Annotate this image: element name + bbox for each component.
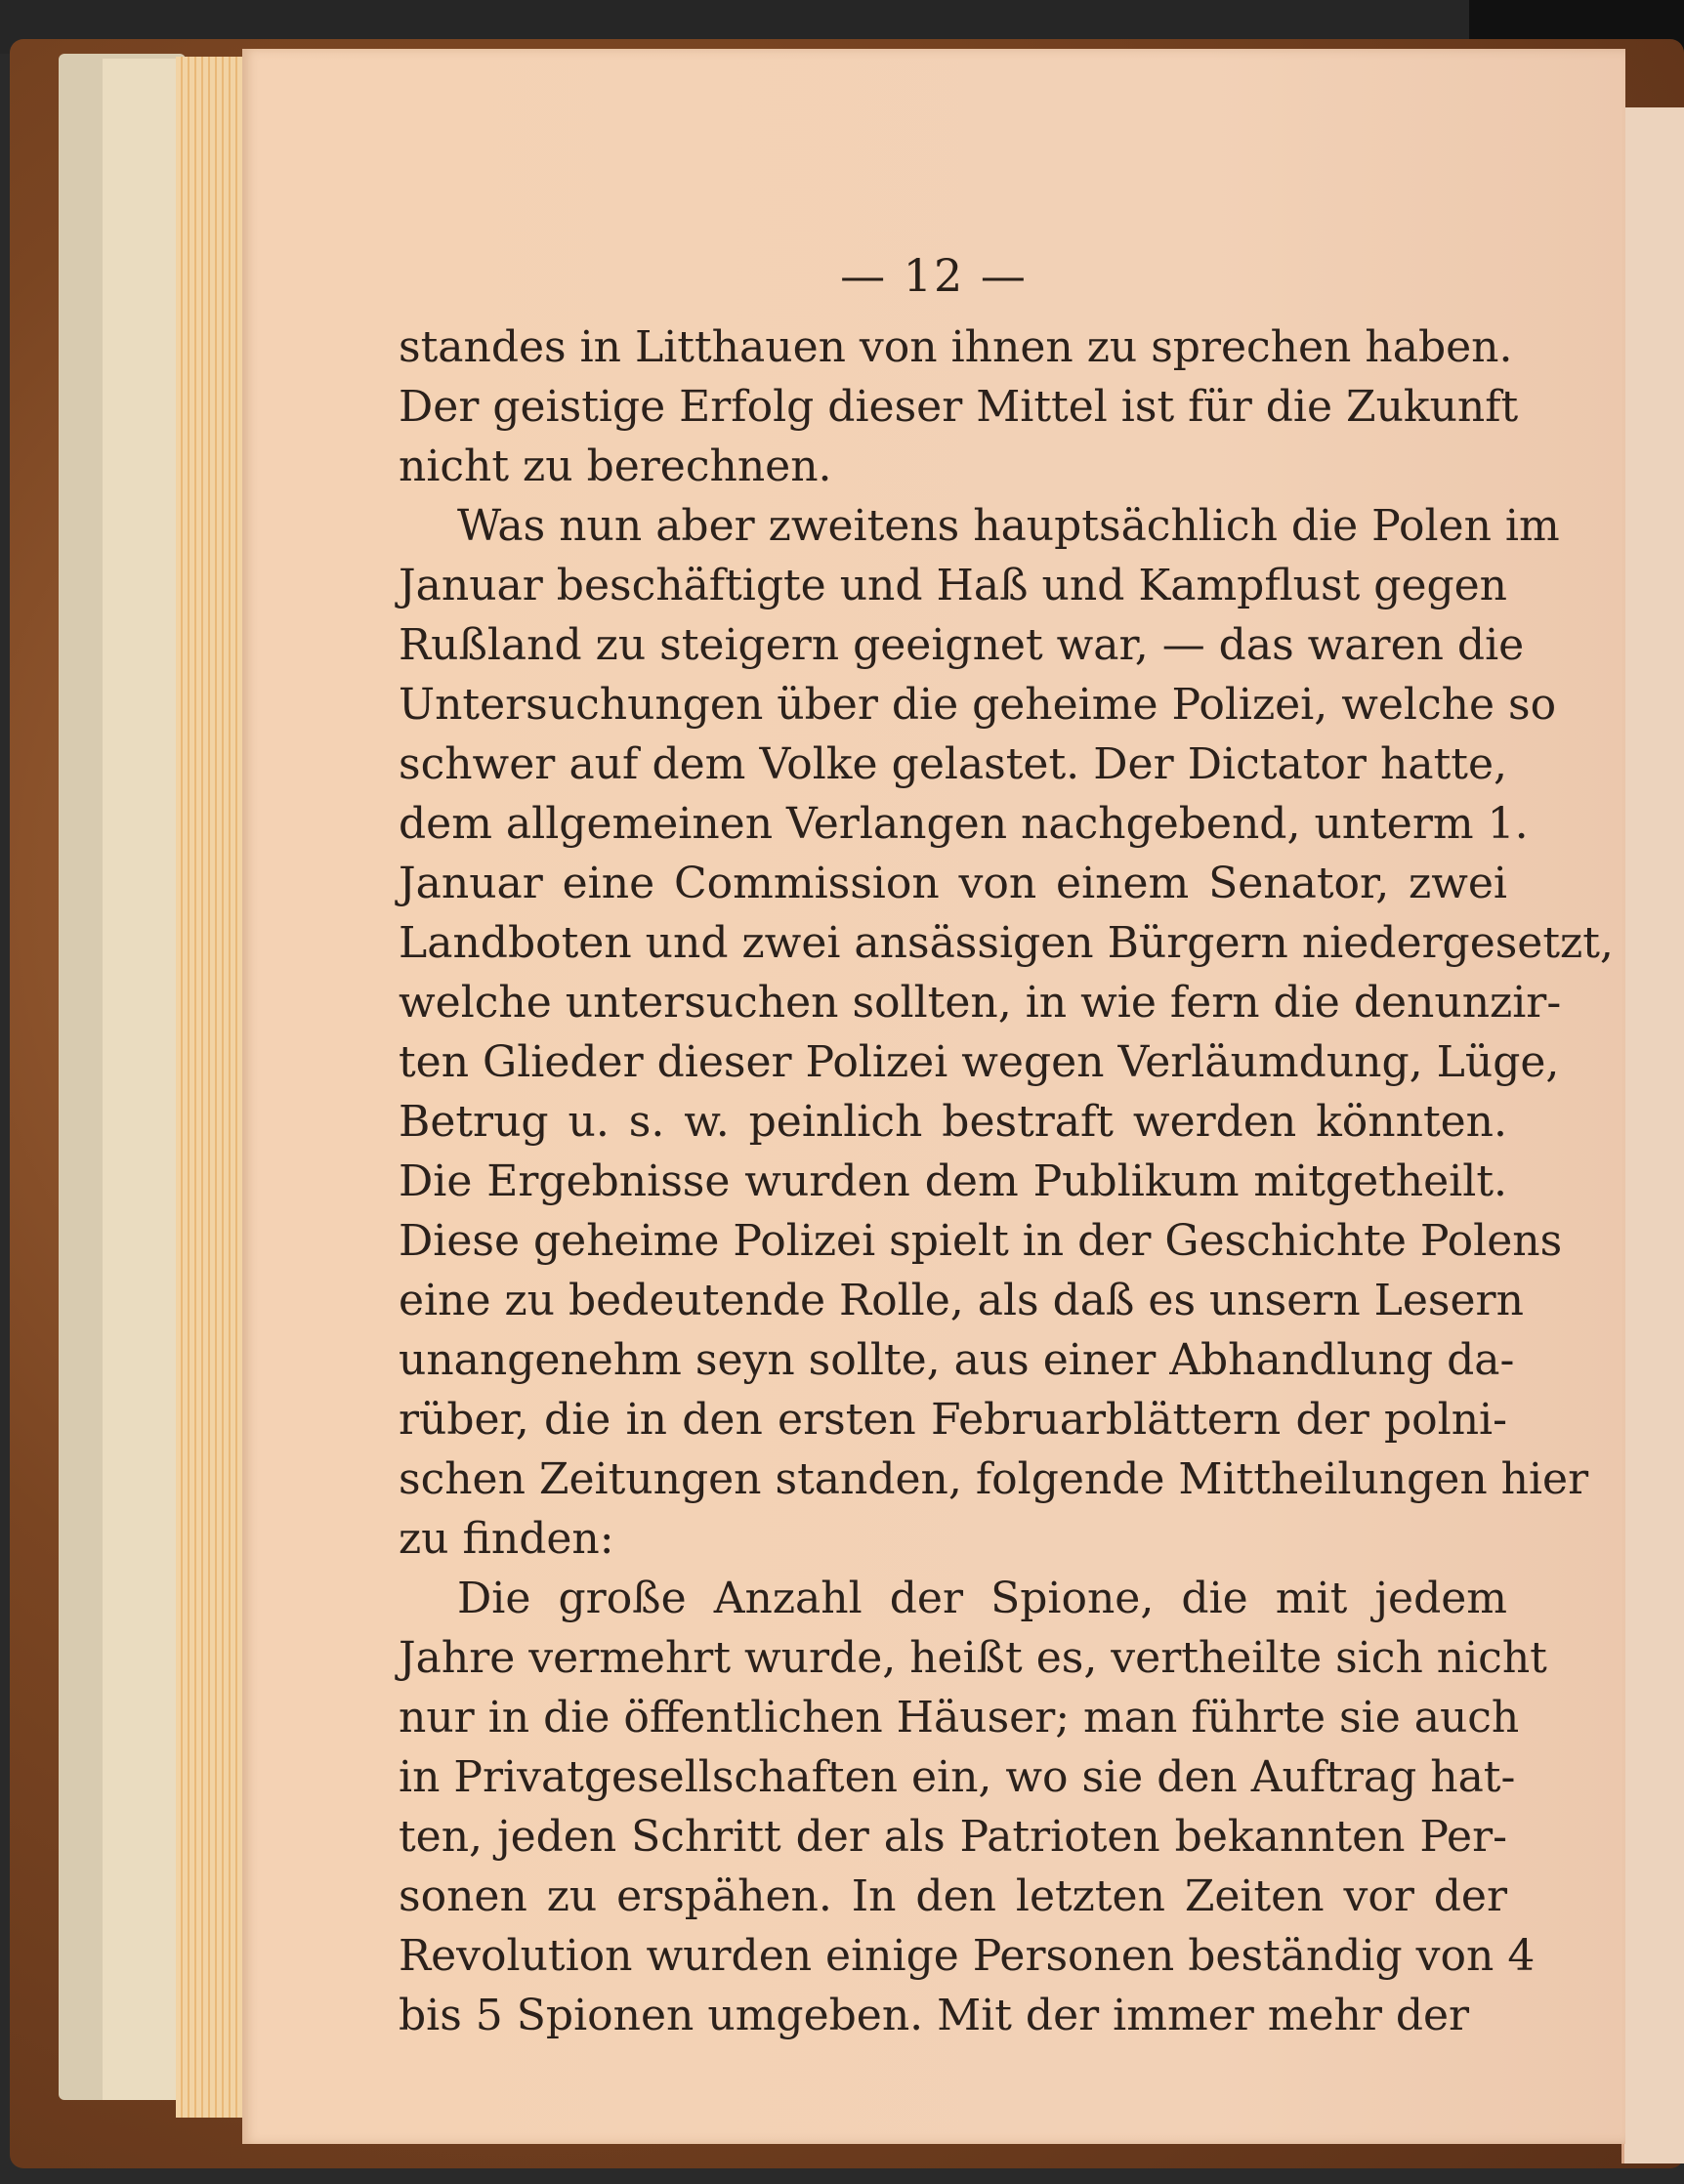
text-line: dem allgemeinen Verlangen nachgebend, unterm 1. [399,799,1529,849]
page-number: — 12 — [840,249,1028,302]
text-line: ten, jeden Schritt der als Patrioten bekannten Per- [399,1812,1507,1862]
text-line: zu finden: [399,1514,614,1564]
page-body-text [399,317,1614,2045]
text-line: schwer auf dem Volke gelastet. Der Dictator hatte, [399,739,1507,789]
text-line: rüber, die in den ersten Februarblättern der polni- [399,1395,1507,1445]
text-line: Landboten und zwei ansässigen Bürgern niedergesetzt, [399,918,1614,968]
text-line: welche untersuchen sollten, in wie fern die denunzir- [399,978,1562,1028]
text-line: Die Ergebnisse wurden dem Publikum mitgetheilt. [399,1156,1507,1206]
text-line: sonen zu erspähen. In den letzten Zeiten vor der [399,1871,1507,1921]
text-line: bis 5 Spionen umgeben. Mit der immer mehr der [399,1991,1470,2040]
text-line: Rußland zu steigern geeignet war, — das waren die [399,620,1525,670]
paragraph [399,1569,1547,2045]
text-line: Was nun aber zweitens hauptsächlich die Polen im [457,501,1560,551]
text-line: Untersuchungen über die geheime Polizei, welche so [399,680,1557,730]
text-line: Diese geheime Polizei spielt in der Geschichte Polens [399,1216,1563,1266]
text-line: Revolution wurden einige Personen beständig von 4 [399,1931,1536,1981]
facing-page-edge [1621,107,1684,2163]
text-line: in Privatgesellschaften ein, wo sie den Auftrag hat- [399,1752,1516,1802]
text-line: Betrug u. s. w. peinlich bestraft werden könnten. [399,1097,1507,1147]
text-line: Die große Anzahl der Spione, die mit jedem [457,1574,1507,1623]
text-line: Januar beschäftigte und Haß und Kampflust gegen [399,561,1508,610]
text-line: nur in die öffentlichen Häuser; man führte sie auch [399,1693,1520,1743]
paragraph [399,317,1519,496]
text-line: Der geistige Erfolg dieser Mittel ist für die Zukunft [399,382,1519,432]
paragraph [399,496,1614,1569]
text-line: schen Zeitungen standen, folgende Mittheilungen hier [399,1454,1589,1504]
text-line: eine zu bedeutende Rolle, als daß es unsern Lesern [399,1276,1524,1325]
text-line: Jahre vermehrt wurde, heißt es, vertheilte sich nicht [399,1633,1547,1683]
text-line: standes in Litthauen von ihnen zu sprechen haben. [399,322,1513,372]
text-line: Januar eine Commission von einem Senator, zwei [399,859,1507,908]
text-line: unangenehm seyn sollte, aus einer Abhandlung da- [399,1335,1515,1385]
book-page [242,49,1625,2144]
text-line: ten Glieder dieser Polizei wegen Verläumdung, Lüge, [399,1037,1560,1087]
text-line: nicht zu berechnen. [399,441,832,491]
